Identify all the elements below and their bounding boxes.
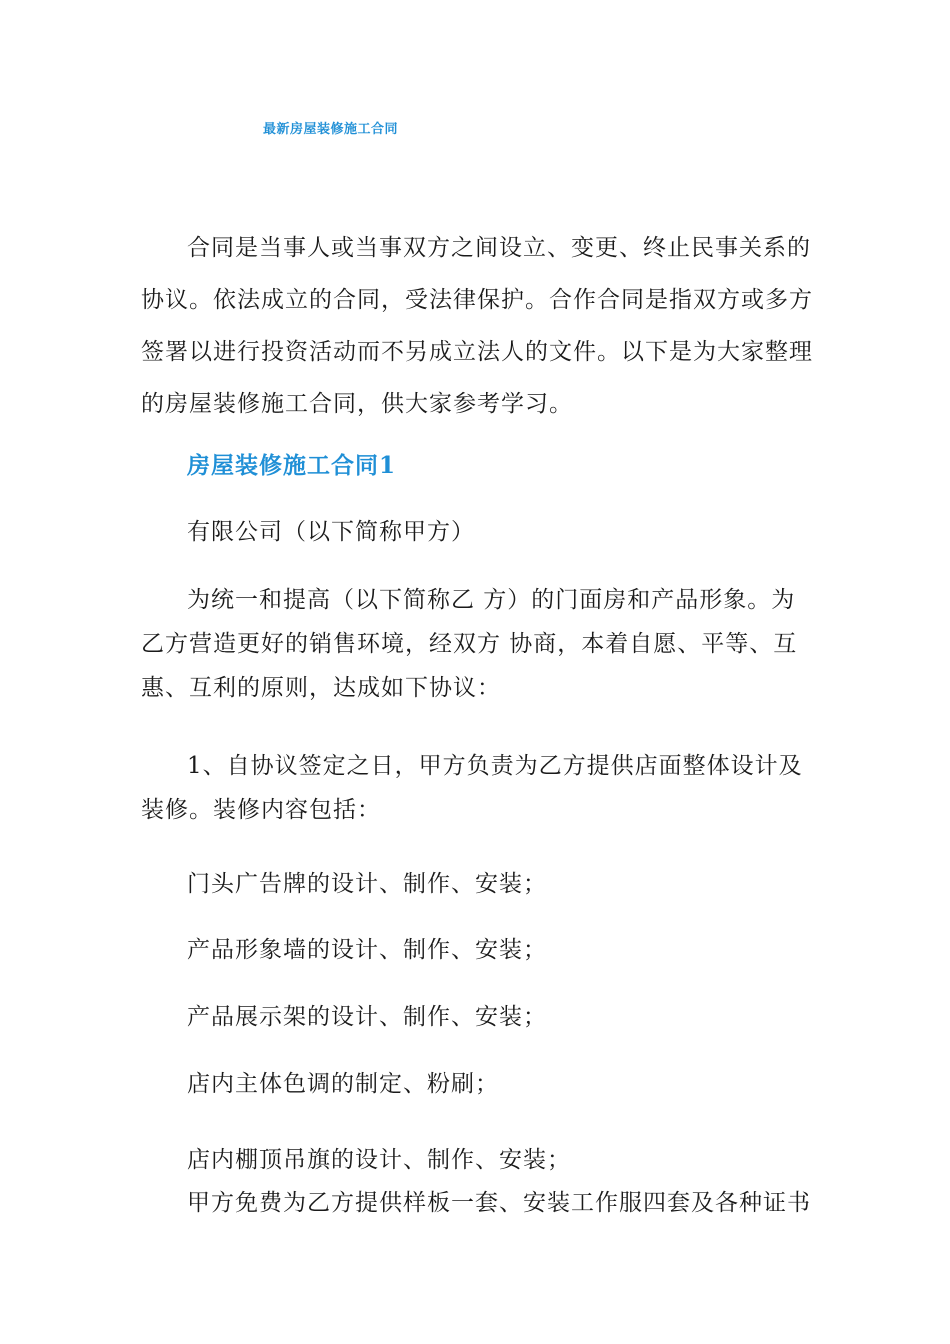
document-header-title: 最新房屋装修施工合同 (263, 122, 399, 137)
list-item: 产品展示架的设计、制作、安装； (187, 1004, 547, 1030)
list-item: 店内主体色调的制定、粉刷； (187, 1071, 499, 1097)
section-heading: 房屋装修施工合同1 (187, 452, 397, 479)
party-a-line: 有限公司（以下简称甲方） (187, 519, 475, 545)
purpose-paragraph: 为统一和提高（以下简称乙 方）的门面房和产品形象。为乙方营造更好的销售环境，经双方 协商，本着自愿、平等、互惠、互利的原则，达成如下协议： (141, 587, 798, 701)
list-item: 产品形象墙的设计、制作、安装； (187, 937, 547, 963)
clause-1-paragraph: 1、自协议签定之日，甲方负责为乙方提供店面整体设计及装修。装修内容包括： (141, 753, 803, 823)
list-item: 甲方免费为乙方提供样板一套、安装工作服四套及各种证书 (187, 1190, 811, 1216)
list-item: 门头广告牌的设计、制作、安装； (187, 871, 547, 897)
intro-paragraph: 合同是当事人或当事双方之间设立、变更、终止民事关系的协议。依法成立的合同，受法律保护。合作合同是指双方或多方签署以进行投资活动而不另成立法人的文件。以下是为大家整理的房屋装修施工合同，供大家参考学习。 (141, 235, 813, 417)
list-item: 店内棚顶吊旗的设计、制作、安装； (187, 1147, 571, 1173)
